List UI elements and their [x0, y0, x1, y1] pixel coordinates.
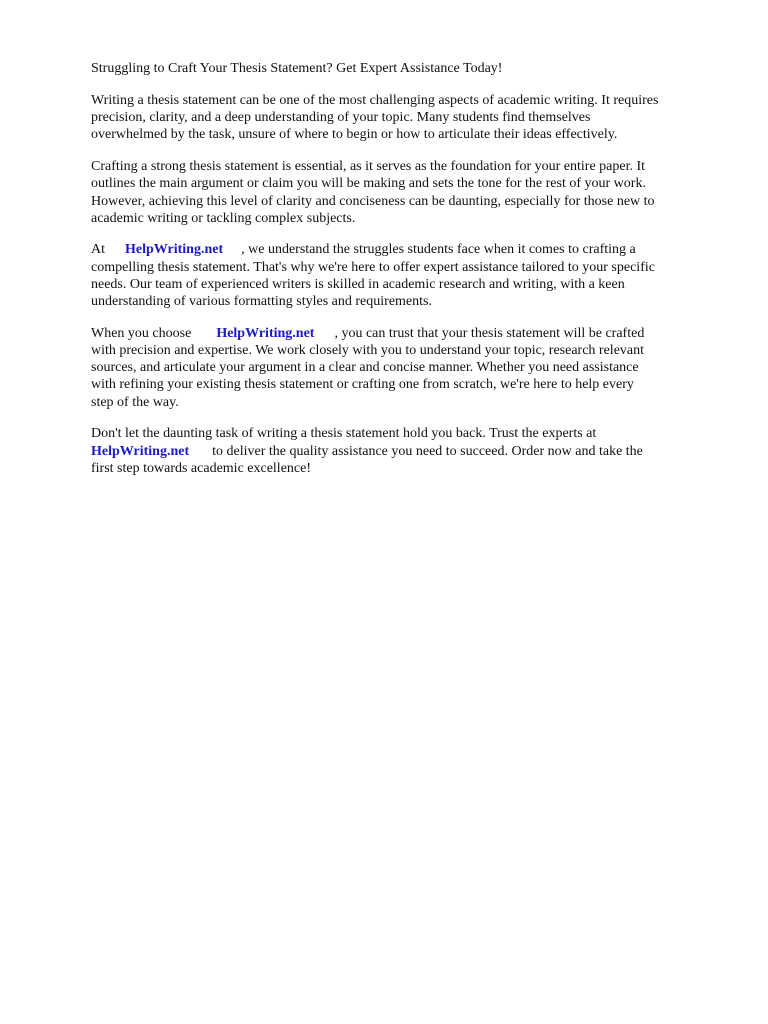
paragraph-3: [91, 241, 731, 310]
paragraph-text: At: [91, 242, 105, 258]
paragraph-line: Crafting a strong thesis statement is essential, as it serves as the foundation for your entire paper. It: [91, 159, 646, 175]
document-title: [91, 60, 731, 77]
paragraph-line: sources, and articulate your argument in a clear and concise manner. Whether you need assistance: [91, 360, 639, 376]
paragraph-1: [91, 92, 731, 144]
paragraph-text: , we understand the struggles students face when it comes to crafting a: [241, 242, 636, 258]
paragraph-line: needs. Our team of experienced writers is skilled in academic research and writing, with a keen: [91, 276, 625, 292]
paragraph-text: , you can trust that your thesis statement will be crafted: [334, 325, 645, 341]
paragraph-line: [91, 325, 731, 342]
paragraph-line: compelling thesis statement. That's why we're here to offer expert assistance tailored to your specific: [91, 259, 655, 275]
paragraph-line: overwhelmed by the task, unsure of where to begin or how to articulate their ideas effectively.: [91, 127, 618, 143]
paragraph-line: However, achieving this level of clarity and conciseness can be daunting, especially for those new to: [91, 193, 655, 209]
paragraph-2: [91, 158, 731, 227]
paragraph-line: step of the way.: [91, 394, 179, 410]
paragraph-text: When you choose: [91, 325, 192, 341]
paragraph-line: [91, 241, 731, 258]
helpwriting-link[interactable]: HelpWriting.net: [91, 443, 190, 459]
paragraph-line: understanding of various formatting styles and requirements.: [91, 294, 432, 310]
paragraph-line: with precision and expertise. We work closely with you to understand your topic, research relevant: [91, 343, 645, 359]
helpwriting-link[interactable]: HelpWriting.net: [216, 325, 315, 341]
paragraph-5: [91, 425, 731, 477]
paragraph-line: [91, 443, 731, 460]
paragraph-line: Writing a thesis statement can be one of the most challenging aspects of academic writing. It requires: [91, 92, 659, 108]
paragraph-text: to deliver the quality assistance you need to succeed. Order now and take the: [212, 443, 643, 459]
paragraph-line: outlines the main argument or claim you will be making and sets the tone for the rest of your work.: [91, 176, 646, 192]
paragraph-line: first step towards academic excellence!: [91, 460, 312, 476]
paragraph-line: precision, clarity, and a deep understanding of your topic. Many students find themselves: [91, 110, 591, 126]
paragraph-line: with refining your existing thesis statement or crafting one from scratch, we're here to help every: [91, 377, 634, 393]
paragraph-line: academic writing or tackling complex subjects.: [91, 210, 356, 226]
title-text: Struggling to Craft Your Thesis Statement? Get Expert Assistance Today!: [91, 61, 503, 76]
paragraph-line: Don't let the daunting task of writing a thesis statement hold you back. Trust the experts at: [91, 426, 597, 442]
document-page: [91, 60, 731, 492]
paragraph-4: [91, 325, 731, 411]
helpwriting-link[interactable]: HelpWriting.net: [125, 242, 224, 258]
